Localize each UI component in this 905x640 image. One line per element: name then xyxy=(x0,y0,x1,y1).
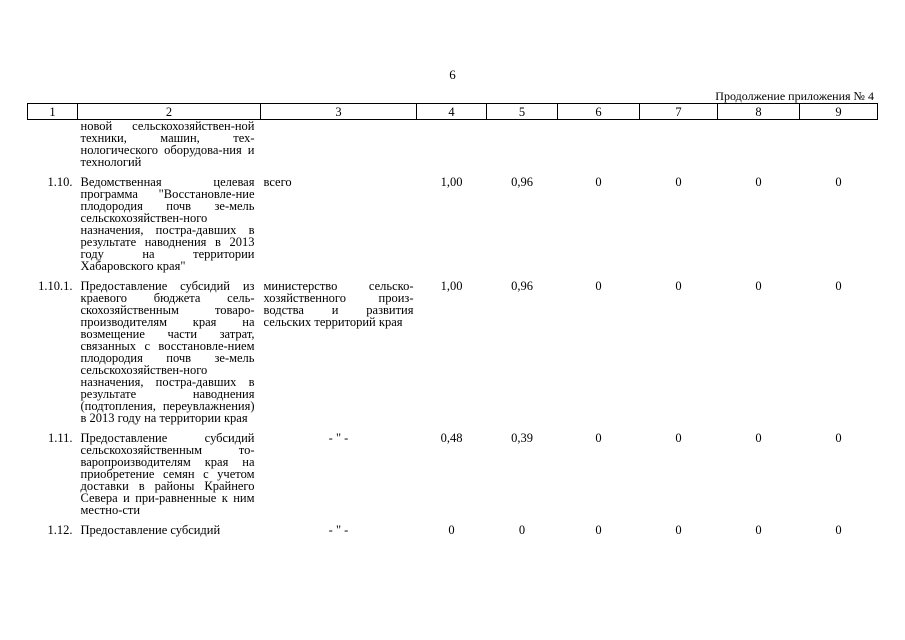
row-value: 0 xyxy=(675,175,682,189)
row-description: новой сельскохозяйствен-ной техники, машин, тех-нологического оборудова-ния и технологий xyxy=(80,119,255,169)
row-value xyxy=(558,120,640,169)
row-value: 0 xyxy=(835,279,842,293)
row-value: 0 xyxy=(595,279,602,293)
row-value: 0,39 xyxy=(511,431,533,445)
table-row xyxy=(28,120,878,169)
header-cell: 5 xyxy=(487,104,558,120)
row-number: 1.12. xyxy=(47,523,73,537)
table-row xyxy=(28,424,878,516)
header-row xyxy=(28,104,878,120)
row-responsible: - " - xyxy=(328,431,349,445)
row-value: 0 xyxy=(755,431,762,445)
table-row xyxy=(28,272,878,424)
row-value: 0 xyxy=(675,523,682,537)
continuation-label: Продолжение приложения № 4 xyxy=(715,89,874,103)
row-value xyxy=(487,120,558,169)
row-description: Предоставление субсидий xyxy=(80,523,221,537)
row-description: Предоставление субсидий из краевого бюджета сель-скохозяйственным товаро-производителям края на возмещение части затрат, связанных с восстановле-нием плодородия почв зе-мель сельскохозяйствен-ного назначения, постра-давших в результате наводнения (подтопления, переувлажнения) в 2013 году на территории края xyxy=(80,279,255,425)
row-value: 1,00 xyxy=(440,175,463,189)
row-value: 0 xyxy=(595,523,602,537)
row-value: 0 xyxy=(675,279,682,293)
row-value xyxy=(640,120,718,169)
row-responsible: министерство сельско-хозяйственного произ-водства и развития сельских территорий края xyxy=(263,279,414,329)
row-description: Ведомственная целевая программа "Восстановле-ние плодородия почв зе-мель сельскохозяйствен-ного назначения, постра-давших в результате наводнения в 2013 году на территории Хабаровского края" xyxy=(80,175,255,273)
row-value: 0 xyxy=(518,523,526,537)
row-responsible xyxy=(261,120,417,169)
row-value: 0 xyxy=(835,175,842,189)
row-number: 1.10. xyxy=(47,175,73,189)
row-value: 0 xyxy=(835,523,842,537)
table-row xyxy=(28,516,878,536)
row-value xyxy=(417,120,487,169)
header-cell: 1 xyxy=(28,104,78,120)
row-responsible: - " - xyxy=(328,523,349,537)
row-number xyxy=(28,120,78,169)
row-value: 0 xyxy=(755,523,762,537)
row-value: 0 xyxy=(835,431,842,445)
row-value: 1,00 xyxy=(440,279,463,293)
row-value: 0 xyxy=(755,279,762,293)
header-cell: 4 xyxy=(417,104,487,120)
header-cell: 7 xyxy=(640,104,718,120)
row-value: 0,48 xyxy=(440,431,463,445)
row-value: 0 xyxy=(448,523,455,537)
row-number: 1.11. xyxy=(47,431,73,445)
appendix-table xyxy=(27,103,878,536)
row-value: 0 xyxy=(595,431,602,445)
page-number: 6 xyxy=(449,67,456,82)
row-description: Предоставление субсидий сельскохозяйственным то-варопроизводителям края на приобретение семян с учетом доставки в районы Крайнего Севера и при-равненные к ним местно-сти xyxy=(80,431,255,517)
row-value: 0 xyxy=(675,431,682,445)
row-value xyxy=(718,120,800,169)
row-responsible: всего xyxy=(263,175,292,189)
header-cell: 9 xyxy=(800,104,878,120)
row-value: 0,96 xyxy=(511,279,533,293)
header-cell: 8 xyxy=(718,104,800,120)
row-number: 1.10.1. xyxy=(38,279,73,293)
header-cell: 3 xyxy=(261,104,417,120)
row-value: 0,96 xyxy=(511,175,533,189)
header-cell: 2 xyxy=(78,104,261,120)
row-value xyxy=(800,120,878,169)
header-cell: 6 xyxy=(558,104,640,120)
row-value: 0 xyxy=(595,175,602,189)
table-row xyxy=(28,168,878,272)
row-value: 0 xyxy=(755,175,762,189)
